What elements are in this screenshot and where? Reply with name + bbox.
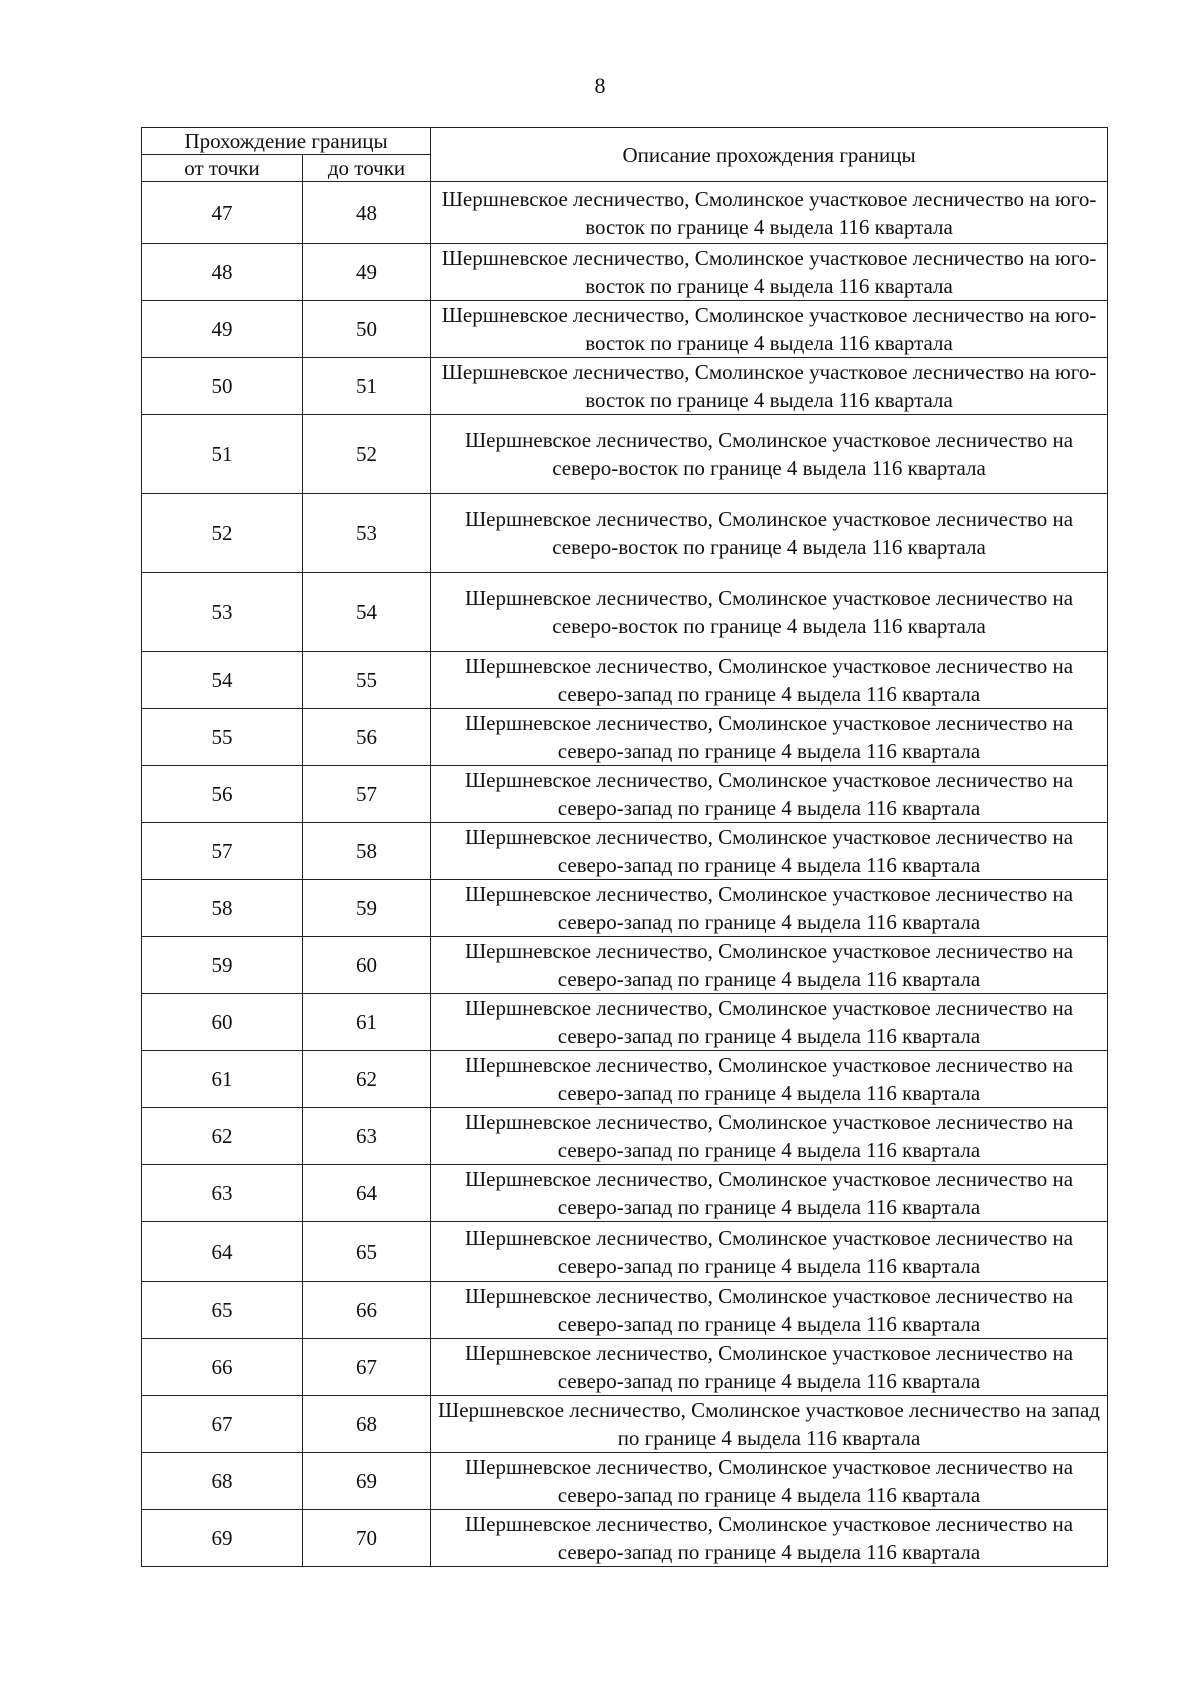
table-row: [142, 766, 1108, 823]
header-from-point: от точки: [142, 155, 303, 182]
table-row: [142, 1222, 1108, 1282]
header-row-top: [142, 128, 1108, 155]
to-point-cell: 49: [303, 244, 431, 301]
table-row: [142, 1339, 1108, 1396]
from-point-cell: 55: [142, 709, 303, 766]
from-point-cell: 49: [142, 301, 303, 358]
table-row: [142, 358, 1108, 415]
description-cell: Шершневское лесничество, Смолинское участковое лесничество на северо-запад по границе 4 выдела 116 квартала: [431, 1453, 1108, 1510]
to-point-cell: 70: [303, 1510, 431, 1567]
header-boundary-passage: Прохождение границы: [142, 128, 431, 155]
table-row: [142, 494, 1108, 573]
table-row: [142, 823, 1108, 880]
description-cell: Шершневское лесничество, Смолинское участковое лесничество на северо-запад по границе 4 выдела 116 квартала: [431, 1108, 1108, 1165]
table-body: [142, 182, 1108, 1567]
description-cell: Шершневское лесничество, Смолинское участковое лесничество на северо-запад по границе 4 выдела 116 квартала: [431, 766, 1108, 823]
from-point-cell: 64: [142, 1222, 303, 1282]
from-point-cell: 54: [142, 652, 303, 709]
to-point-cell: 59: [303, 880, 431, 937]
from-point-cell: 58: [142, 880, 303, 937]
boundary-table: [141, 127, 1108, 1567]
to-point-cell: 57: [303, 766, 431, 823]
to-point-cell: 56: [303, 709, 431, 766]
description-cell: Шершневское лесничество, Смолинское участковое лесничество на северо-запад по границе 4 выдела 116 квартала: [431, 880, 1108, 937]
to-point-cell: 55: [303, 652, 431, 709]
from-point-cell: 67: [142, 1396, 303, 1453]
description-cell: Шершневское лесничество, Смолинское участковое лесничество на северо-запад по границе 4 выдела 116 квартала: [431, 652, 1108, 709]
to-point-cell: 68: [303, 1396, 431, 1453]
table-row: [142, 1051, 1108, 1108]
from-point-cell: 63: [142, 1165, 303, 1222]
table-row: [142, 652, 1108, 709]
description-cell: Шершневское лесничество, Смолинское участковое лесничество на северо-запад по границе 4 выдела 116 квартала: [431, 1510, 1108, 1567]
to-point-cell: 64: [303, 1165, 431, 1222]
table-row: [142, 709, 1108, 766]
from-point-cell: 48: [142, 244, 303, 301]
to-point-cell: 69: [303, 1453, 431, 1510]
description-cell: Шершневское лесничество, Смолинское участковое лесничество на северо-запад по границе 4 выдела 116 квартала: [431, 1282, 1108, 1339]
table-row: [142, 937, 1108, 994]
from-point-cell: 60: [142, 994, 303, 1051]
from-point-cell: 53: [142, 573, 303, 652]
description-cell: Шершневское лесничество, Смолинское участковое лесничество на северо-запад по границе 4 выдела 116 квартала: [431, 1051, 1108, 1108]
to-point-cell: 60: [303, 937, 431, 994]
description-cell: Шершневское лесничество, Смолинское участковое лесничество на северо-запад по границе 4 выдела 116 квартала: [431, 1165, 1108, 1222]
from-point-cell: 62: [142, 1108, 303, 1165]
to-point-cell: 51: [303, 358, 431, 415]
from-point-cell: 61: [142, 1051, 303, 1108]
to-point-cell: 67: [303, 1339, 431, 1396]
description-cell: Шершневское лесничество, Смолинское участковое лесничество на северо-запад по границе 4 выдела 116 квартала: [431, 937, 1108, 994]
table-row: [142, 1108, 1108, 1165]
description-cell: Шершневское лесничество, Смолинское участковое лесничество на запад по границе 4 выдела 116 квартала: [431, 1396, 1108, 1453]
to-point-cell: 61: [303, 994, 431, 1051]
table-row: [142, 573, 1108, 652]
from-point-cell: 66: [142, 1339, 303, 1396]
table-row: [142, 1282, 1108, 1339]
to-point-cell: 58: [303, 823, 431, 880]
from-point-cell: 59: [142, 937, 303, 994]
table-header: [142, 128, 1108, 182]
description-cell: Шершневское лесничество, Смолинское участковое лесничество на северо-восток по границе 4 выдела 116 квартала: [431, 494, 1108, 573]
description-cell: Шершневское лесничество, Смолинское участковое лесничество на юго-восток по границе 4 выдела 116 квартала: [431, 301, 1108, 358]
to-point-cell: 62: [303, 1051, 431, 1108]
from-point-cell: 50: [142, 358, 303, 415]
to-point-cell: 54: [303, 573, 431, 652]
description-cell: Шершневское лесничество, Смолинское участковое лесничество на северо-запад по границе 4 выдела 116 квартала: [431, 1222, 1108, 1282]
description-cell: Шершневское лесничество, Смолинское участковое лесничество на северо-восток по границе 4 выдела 116 квартала: [431, 573, 1108, 652]
description-cell: Шершневское лесничество, Смолинское участковое лесничество на северо-запад по границе 4 выдела 116 квартала: [431, 823, 1108, 880]
from-point-cell: 65: [142, 1282, 303, 1339]
from-point-cell: 56: [142, 766, 303, 823]
table-row: [142, 880, 1108, 937]
table-row: [142, 1453, 1108, 1510]
from-point-cell: 47: [142, 182, 303, 244]
page-number: 8: [594, 73, 606, 98]
table-row: [142, 1165, 1108, 1222]
to-point-cell: 53: [303, 494, 431, 573]
table-row: [142, 301, 1108, 358]
table-row: [142, 1510, 1108, 1567]
from-point-cell: 57: [142, 823, 303, 880]
header-description: Описание прохождения границы: [431, 128, 1108, 182]
description-cell: Шершневское лесничество, Смолинское участковое лесничество на юго-восток по границе 4 выдела 116 квартала: [431, 358, 1108, 415]
description-cell: Шершневское лесничество, Смолинское участковое лесничество на северо-запад по границе 4 выдела 116 квартала: [431, 709, 1108, 766]
table-row: [142, 182, 1108, 244]
table-row: [142, 415, 1108, 494]
description-cell: Шершневское лесничество, Смолинское участковое лесничество на северо-восток по границе 4 выдела 116 квартала: [431, 415, 1108, 494]
to-point-cell: 63: [303, 1108, 431, 1165]
from-point-cell: 52: [142, 494, 303, 573]
to-point-cell: 65: [303, 1222, 431, 1282]
to-point-cell: 52: [303, 415, 431, 494]
description-cell: Шершневское лесничество, Смолинское участковое лесничество на северо-запад по границе 4 выдела 116 квартала: [431, 1339, 1108, 1396]
to-point-cell: 48: [303, 182, 431, 244]
table-row: [142, 994, 1108, 1051]
to-point-cell: 66: [303, 1282, 431, 1339]
header-to-point: до точки: [303, 155, 431, 182]
from-point-cell: 69: [142, 1510, 303, 1567]
from-point-cell: 51: [142, 415, 303, 494]
description-cell: Шершневское лесничество, Смолинское участковое лесничество на юго-восток по границе 4 выдела 116 квартала: [431, 244, 1108, 301]
from-point-cell: 68: [142, 1453, 303, 1510]
table-row: [142, 1396, 1108, 1453]
description-cell: Шершневское лесничество, Смолинское участковое лесничество на юго-восток по границе 4 выдела 116 квартала: [431, 182, 1108, 244]
table-row: [142, 244, 1108, 301]
description-cell: Шершневское лесничество, Смолинское участковое лесничество на северо-запад по границе 4 выдела 116 квартала: [431, 994, 1108, 1051]
to-point-cell: 50: [303, 301, 431, 358]
